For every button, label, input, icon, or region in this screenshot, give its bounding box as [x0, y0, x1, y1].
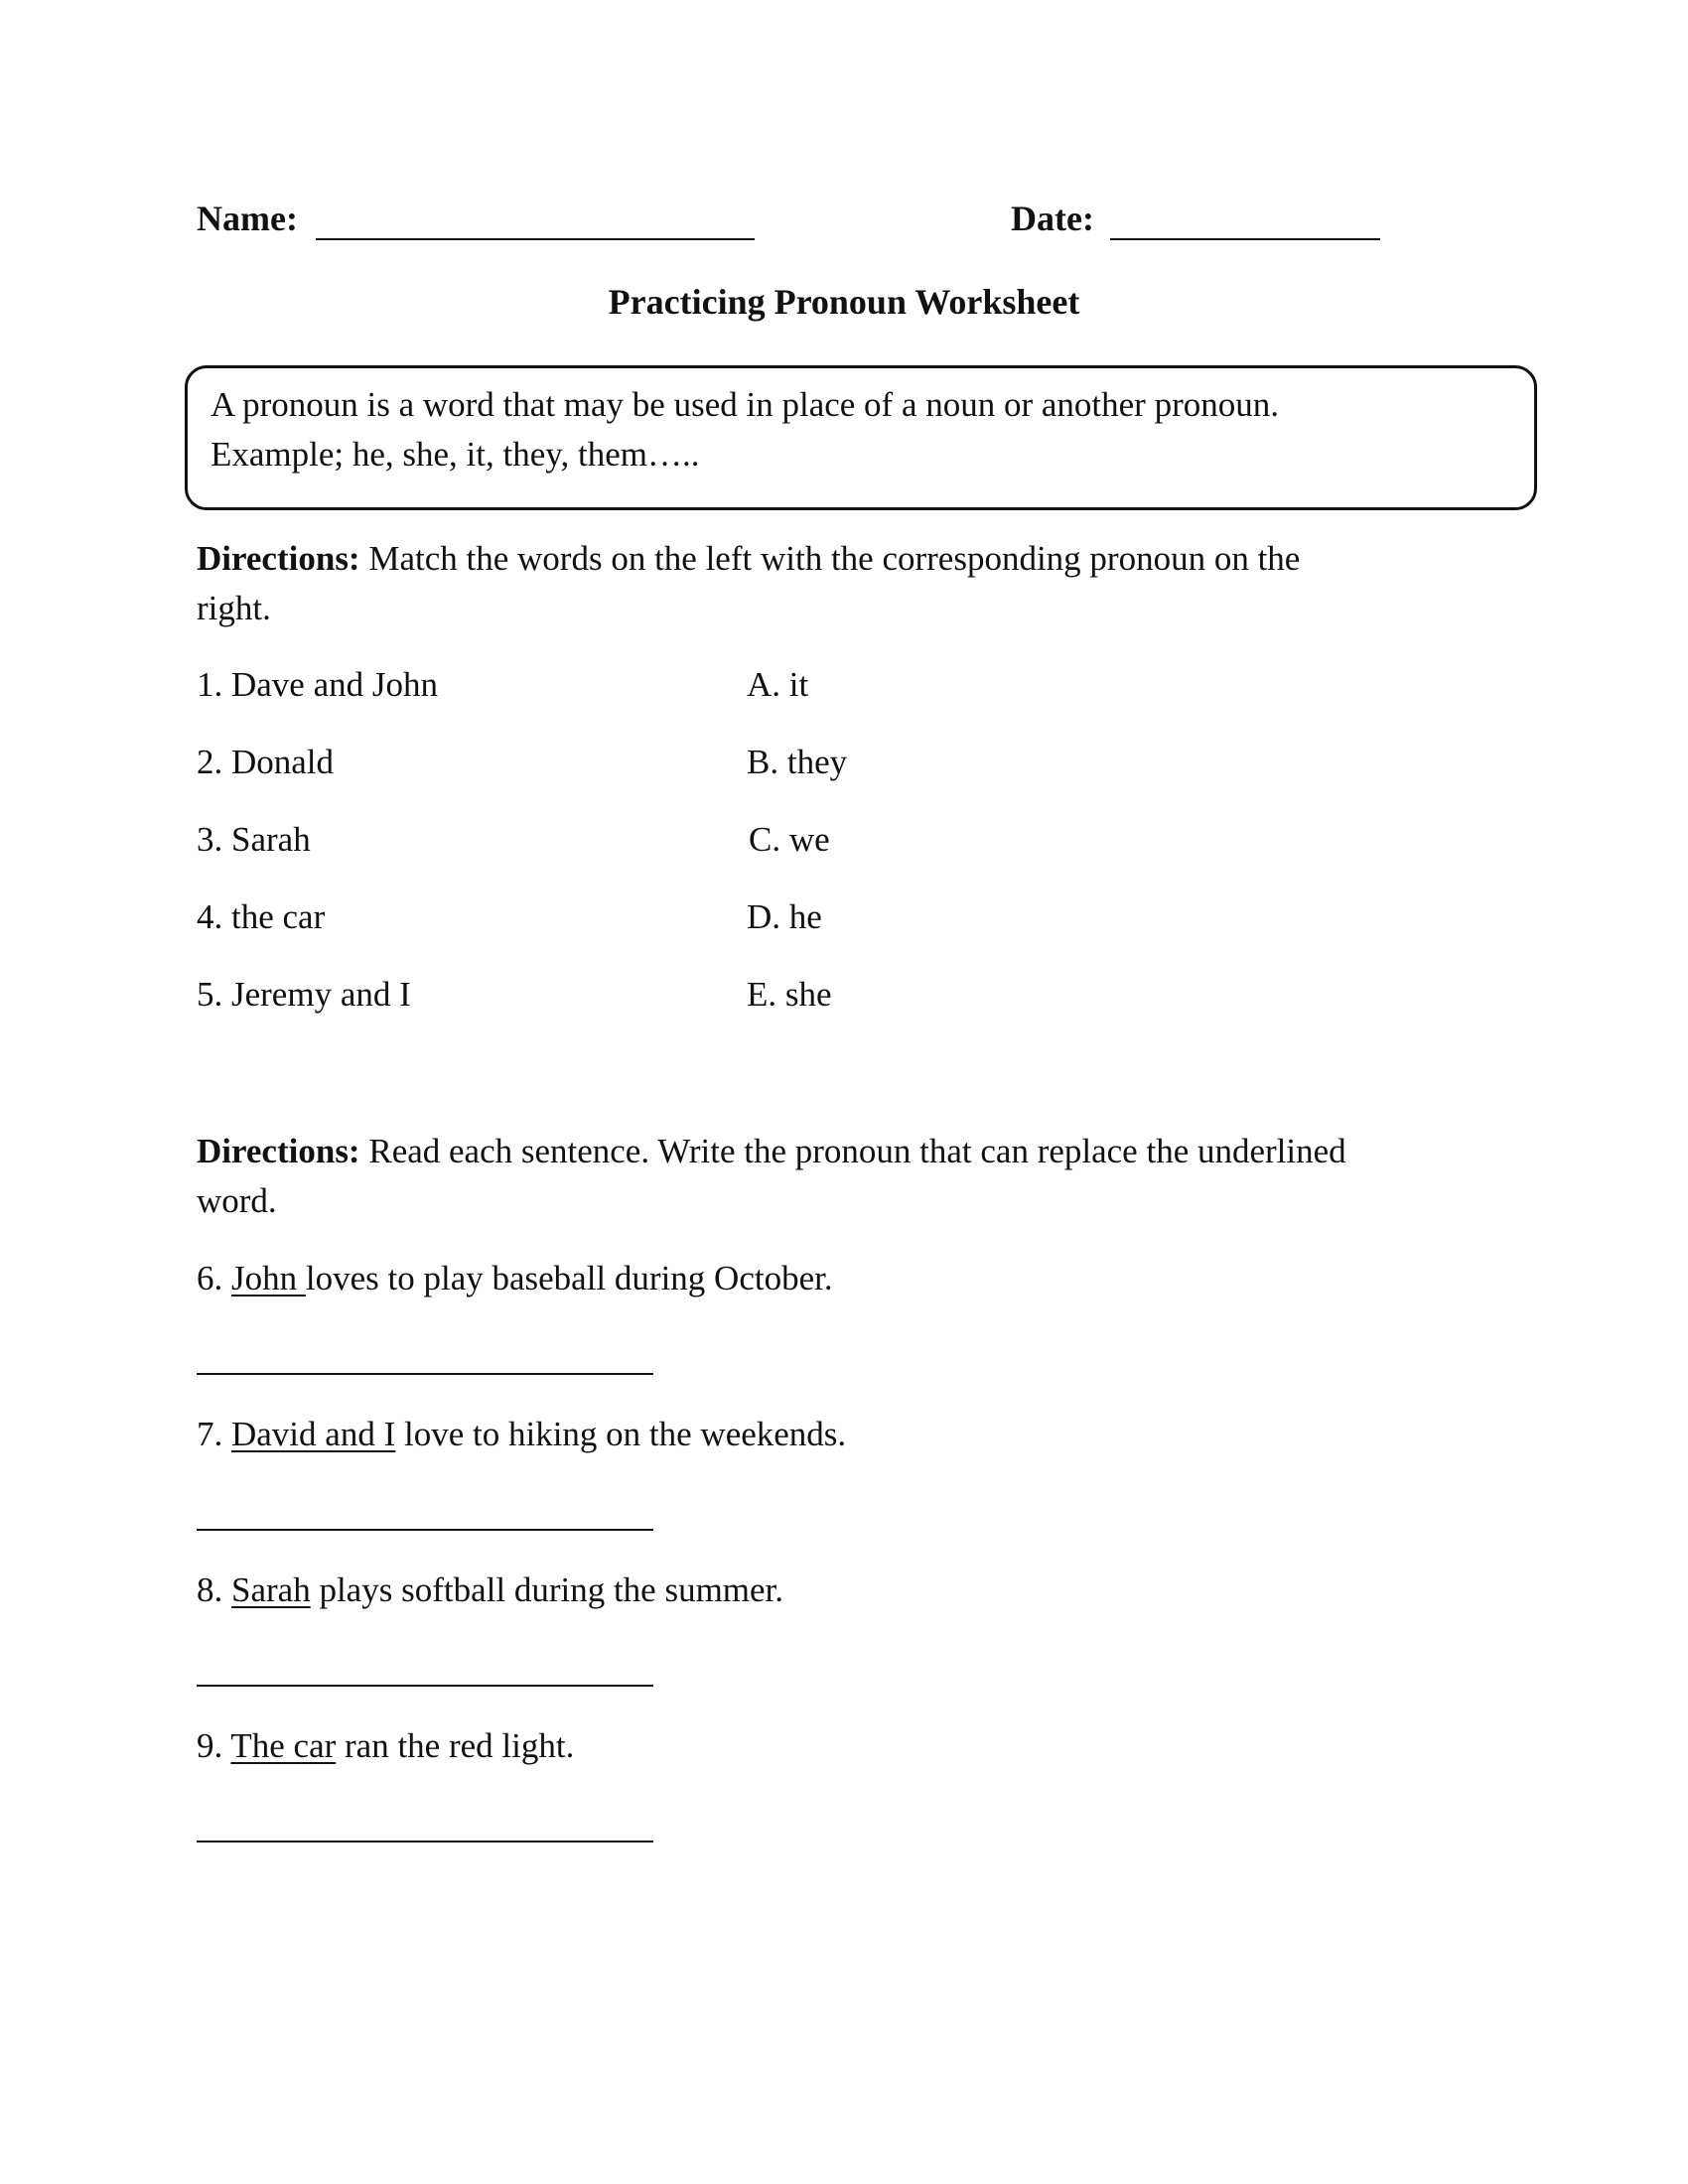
question-text: plays softball during the summer.: [310, 1570, 784, 1609]
match-right-item-b: B. they: [747, 743, 848, 781]
match-left-item-3: 3. Sarah: [197, 820, 311, 859]
answer-line-6[interactable]: [197, 1373, 653, 1375]
match-right-item-d: D. he: [747, 897, 822, 936]
underlined-word: Sarah: [231, 1570, 311, 1609]
match-left-item-5: 5. Jeremy and I: [197, 975, 411, 1014]
name-blank-line[interactable]: [316, 238, 755, 240]
question-text: loves to play baseball during October.: [305, 1259, 833, 1297]
name-label: Name:: [197, 199, 298, 238]
question-text: ran the red light.: [336, 1726, 575, 1765]
question-9: [197, 1724, 574, 1768]
question-6: [197, 1257, 833, 1300]
match-right-item-e: E. she: [747, 975, 832, 1014]
directions-1-text: Match the words on the left with the corresponding pronoun on the: [368, 539, 1301, 578]
page-title: Practicing Pronoun Worksheet: [608, 282, 1080, 322]
match-left-item-4: 4. the car: [197, 897, 326, 936]
underlined-word: The car: [230, 1726, 337, 1765]
directions-2-text: Read each sentence. Write the pronoun that can replace the underlined: [368, 1132, 1346, 1170]
match-right-item-a: A. it: [747, 665, 809, 704]
directions-2-label: Directions:: [197, 1132, 360, 1170]
answer-line-7[interactable]: [197, 1529, 653, 1531]
match-left-item-1: 1. Dave and John: [197, 665, 439, 704]
definition-line-1: A pronoun is a word that may be used in place of a noun or another pronoun.: [211, 385, 1279, 424]
question-number: 7.: [197, 1415, 231, 1453]
definition-line-2: Example; he, she, it, they, them…..: [211, 435, 700, 474]
directions-2-line-2: word.: [197, 1181, 277, 1220]
underlined-word: John: [231, 1259, 306, 1297]
match-right-item-c: C. we: [749, 820, 830, 859]
directions-2-line-1: [197, 1130, 1346, 1173]
directions-1-line-2: right.: [197, 589, 271, 627]
question-number: 8.: [197, 1570, 231, 1609]
question-number: 6.: [197, 1259, 231, 1297]
question-8: [197, 1569, 783, 1612]
match-left-item-2: 2. Donald: [197, 743, 335, 781]
question-number: 9.: [197, 1726, 231, 1765]
date-blank-line[interactable]: [1110, 238, 1380, 240]
answer-line-8[interactable]: [197, 1685, 653, 1687]
directions-1-label: Directions:: [197, 539, 360, 578]
directions-1-line-1: [197, 537, 1300, 581]
answer-line-9[interactable]: [197, 1841, 653, 1843]
question-text: love to hiking on the weekends.: [395, 1415, 847, 1453]
question-7: [197, 1413, 846, 1456]
date-label: Date:: [1011, 199, 1094, 238]
underlined-word: David and I: [231, 1415, 396, 1453]
